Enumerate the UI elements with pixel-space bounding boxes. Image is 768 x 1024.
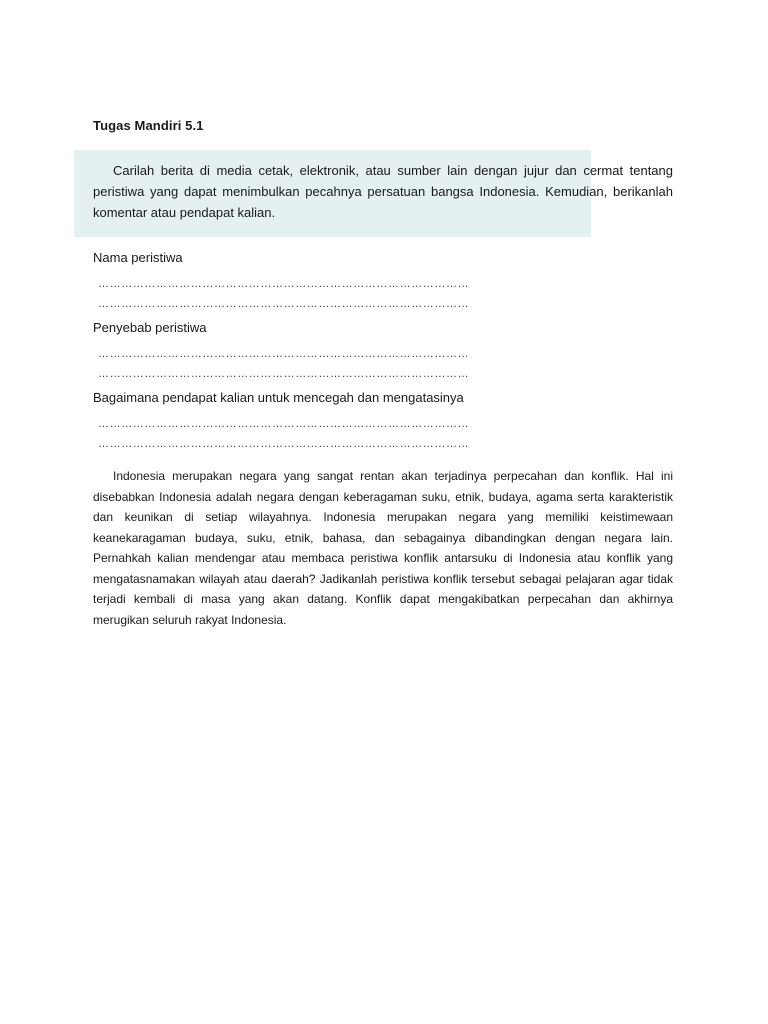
- answer-line: ……………………………………………………………………………………: [98, 418, 470, 430]
- answer-line: ……………………………………………………………………………………: [98, 348, 470, 360]
- question-label-penyebab-peristiwa: Penyebab peristiwa: [93, 320, 207, 335]
- question-label-nama-peristiwa: Nama peristiwa: [93, 250, 183, 265]
- answer-line: ……………………………………………………………………………………: [98, 278, 470, 290]
- instruction-text: Carilah berita di media cetak, elektronik, atau sumber lain dengan jujur dan cermat tentang peristiwa yang dapat menimbulkan pecahnya persatuan bangsa Indonesia. Kemudian, berikanlah komentar atau pendapat kalian.: [93, 163, 673, 220]
- task-title: Tugas Mandiri 5.1: [93, 118, 204, 133]
- answer-line: ……………………………………………………………………………………: [98, 438, 470, 450]
- answer-line: ……………………………………………………………………………………: [98, 298, 470, 310]
- question-label-pendapat: Bagaimana pendapat kalian untuk mencegah dan mengatasinya: [93, 390, 464, 405]
- body-paragraph: Indonesia merupakan negara yang sangat rentan akan terjadinya perpecahan dan konflik. Hal ini disebabkan Indonesia adalah negara dengan keberagaman suku, etnik, budaya, agama serta karakteristik dan keunikan di setiap wilayahnya. Indonesia merupakan negara yang memiliki keistimewaan keanekaragaman budaya, suku, etnik, bahasa, dan sebagainya dibandingkan dengan negara lain. Pernahkah kalian mendengar atau membaca peristiwa konflik antarsuku di Indonesia atau konflik yang mengatasnamakan wilayah atau daerah? Jadikanlah peristiwa konflik tersebut sebagai pelajaran agar tidak terjadi kembali di masa yang akan datang. Konflik dapat mengakibatkan perpecahan dan akhirnya merugikan seluruh rakyat Indonesia.: [93, 469, 673, 627]
- answer-line: ……………………………………………………………………………………: [98, 368, 470, 380]
